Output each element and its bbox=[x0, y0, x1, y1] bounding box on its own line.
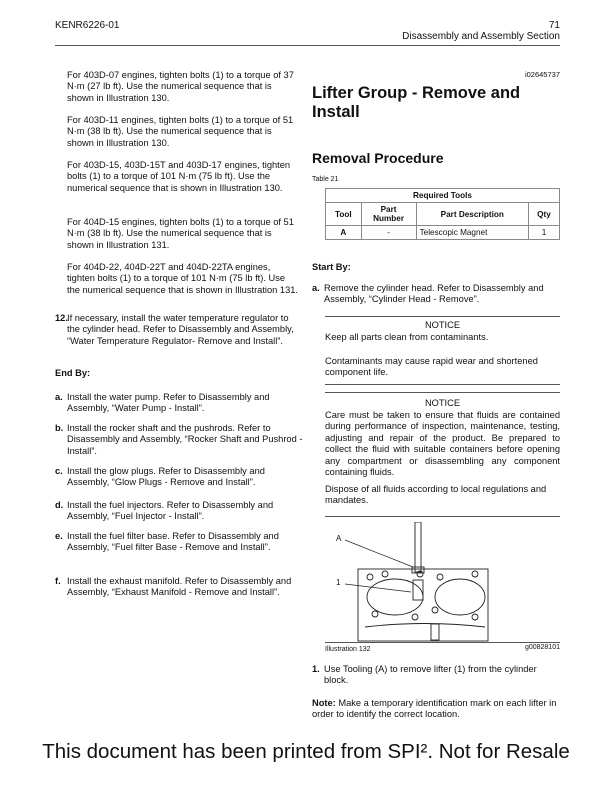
start-item-a bbox=[312, 283, 560, 306]
notice-title: NOTICE bbox=[424, 398, 461, 408]
col-header: Tool bbox=[326, 203, 362, 226]
required-tools-table bbox=[325, 188, 560, 240]
notice-rule bbox=[325, 392, 560, 393]
table-row bbox=[326, 226, 560, 240]
item-letter: f. bbox=[55, 576, 61, 586]
doc-id: KENR6226-01 bbox=[55, 20, 120, 31]
col-header: Part Description bbox=[416, 203, 528, 226]
telescopic-magnet bbox=[415, 522, 421, 572]
lifter-removal-illustration bbox=[325, 522, 560, 642]
cell: A bbox=[326, 226, 362, 240]
item-text: Install the exhaust manifold. Refer to Disassembly and Assembly, “Exhaust Manifold - Remove and Install”. bbox=[67, 576, 292, 598]
end-by-heading: End By: bbox=[55, 368, 91, 378]
note-text: Make a temporary identification mark on each lifter in order to identify the correct location. bbox=[312, 698, 557, 720]
start-by-heading: Start By: bbox=[312, 262, 351, 272]
notice-rule bbox=[325, 384, 560, 385]
item-text: Install the water pump. Refer to Disassembly and Assembly, “Water Pump - Install”. bbox=[67, 392, 270, 414]
item-text: Install the glow plugs. Refer to Disassembly and Assembly, “Glow Plugs - Remove and Install”. bbox=[67, 466, 265, 488]
item-text: Install the rocker shaft and the pushrods. Refer to Disassembly and Assembly, “Rocker Shaft and Pushrod - Install”. bbox=[67, 423, 303, 456]
col-header: Part Number bbox=[361, 203, 416, 226]
torque-paragraph: For 403D-15, 403D-15T and 403D-17 engines, tighten bolts (1) to a torque of 101 N·m (75 lb ft). Use the numerical sequence that is shown in Illustration 130. bbox=[67, 160, 291, 193]
notice-rule bbox=[325, 316, 560, 317]
item-letter: d. bbox=[55, 500, 64, 510]
header-rule bbox=[55, 45, 560, 46]
table-caption: Required Tools bbox=[326, 189, 560, 203]
step-number: 12. bbox=[55, 313, 68, 323]
footer-watermark: This document has been printed from SPI². Not for Resale bbox=[42, 740, 570, 763]
item-letter: a. bbox=[312, 283, 320, 293]
section-heading: Removal Procedure bbox=[312, 150, 444, 166]
notice-text: Dispose of all fluids according to local regulations and mandates. bbox=[325, 484, 547, 506]
table-label: Table 21 bbox=[312, 176, 339, 183]
end-item-c bbox=[55, 466, 303, 489]
item-text: Install the fuel injectors. Refer to Disassembly and Assembly, “Fuel Injector - Install”. bbox=[67, 500, 274, 522]
notice-text: Contaminants may cause rapid wear and shortened component life. bbox=[325, 356, 538, 378]
end-item-e bbox=[55, 531, 303, 554]
step-text: Use Tooling (A) to remove lifter (1) from the cylinder block. bbox=[324, 664, 537, 686]
notice-text: Keep all parts clean from contaminants. bbox=[325, 332, 489, 342]
torque-paragraph: For 404D-15 engines, tighten bolts (1) to a torque of 51 N·m (38 lb ft). Use the numerical sequence that is shown in Illustration 131. bbox=[67, 217, 294, 250]
cell: - bbox=[361, 226, 416, 240]
section-title: Disassembly and Assembly Section bbox=[402, 31, 560, 42]
item-text: Remove the cylinder head. Refer to Disassembly and Assembly, “Cylinder Head - Remove”. bbox=[324, 283, 544, 305]
end-item-d bbox=[55, 500, 303, 523]
note-label: Note: bbox=[312, 698, 336, 708]
page-title: Lifter Group - Remove and Install bbox=[312, 84, 521, 121]
col-header: Qty bbox=[528, 203, 559, 226]
lifter bbox=[413, 580, 423, 600]
graphic-id: g00828101 bbox=[524, 644, 560, 651]
illustration-rule bbox=[325, 642, 560, 643]
reference-id: i02645737 bbox=[524, 70, 560, 79]
callout-a: A bbox=[336, 534, 342, 543]
notice-text: Care must be taken to ensure that fluids are contained during performance of inspection, maintenance, testing, adjusting and repair of the product. Be prepared to collect the fluid with suitable containers before opening any compartment or disassembling any component containing fluids. bbox=[325, 410, 560, 478]
page-number: 71 bbox=[548, 20, 560, 31]
item-letter: a. bbox=[55, 392, 63, 402]
cell: 1 bbox=[528, 226, 559, 240]
step-12 bbox=[55, 313, 295, 347]
torque-paragraph: For 404D-22, 404D-22T and 404D-22TA engines, tighten bolts (1) to a torque of 101 N·m (75 lb ft). Use the numerical sequence that is shown in Illustration 131. bbox=[67, 262, 299, 295]
step-1 bbox=[312, 664, 560, 687]
cell: Telescopic Magnet bbox=[416, 226, 528, 240]
end-item-a bbox=[55, 392, 303, 415]
torque-paragraph: For 403D-07 engines, tighten bolts (1) to a torque of 37 N·m (27 lb ft). Use the numerical sequence that is shown in Illustration 130. bbox=[67, 70, 294, 103]
step-number: 1. bbox=[312, 664, 320, 674]
item-letter: b. bbox=[55, 423, 64, 433]
item-letter: e. bbox=[55, 531, 63, 541]
callout-1: 1 bbox=[336, 578, 341, 587]
note bbox=[312, 698, 560, 721]
torque-paragraph: For 403D-11 engines, tighten bolts (1) to a torque of 51 N·m (38 lb ft). Use the numerical sequence that is shown in Illustration 130. bbox=[67, 115, 294, 148]
end-item-b bbox=[55, 423, 303, 457]
item-text: Install the fuel filter base. Refer to Disassembly and Assembly, “Fuel filter Base - Remove and Install”. bbox=[67, 531, 279, 553]
step-text: If necessary, install the water temperature regulator to the cylinder head. Refer to Disassembly and Assembly, “Water Temperature Regulator- Remove and Install”. bbox=[67, 313, 294, 346]
illustration-caption: Illustration 132 bbox=[325, 646, 371, 653]
notice-rule bbox=[325, 516, 560, 517]
end-item-f bbox=[55, 576, 303, 599]
item-letter: c. bbox=[55, 466, 63, 476]
notice-title: NOTICE bbox=[424, 320, 461, 330]
